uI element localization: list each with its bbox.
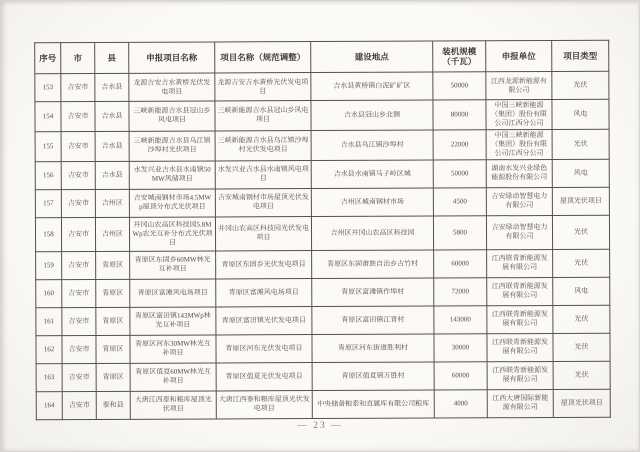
table-cell: 中央储备粮泰和直属库有限公司粮库 xyxy=(312,390,434,419)
table-cell: 50000 xyxy=(433,72,486,100)
table-row xyxy=(35,99,609,131)
table-cell: 163 xyxy=(36,363,62,391)
table-cell: 60000 xyxy=(434,361,487,389)
table-row xyxy=(36,389,610,420)
table-header-cell: 项目类型 xyxy=(552,40,609,71)
table-header-cell: 申报项目名称 xyxy=(129,42,215,73)
table-header-cell: 装机规模（千瓦） xyxy=(433,41,486,72)
table-cell: 水发兴业吉水县水南镇风电项目 xyxy=(215,160,311,188)
table-cell: 155 xyxy=(35,131,61,161)
table-cell: 吉水县 xyxy=(95,161,129,189)
table-header xyxy=(35,40,609,74)
table-cell: 泰和县 xyxy=(96,391,130,419)
table-cell: 江西联青新能源发展有限公司 xyxy=(487,277,553,305)
table-cell: 光伏 xyxy=(552,129,609,159)
table-cell: 吉水县黄桥镇白泥矿矿区 xyxy=(311,72,433,101)
table-cell: 江西联青新能源发展有限公司 xyxy=(487,333,553,361)
page-number: — 23 — xyxy=(297,421,343,431)
table-cell: 青原区河东30MW林光互补项目 xyxy=(130,335,216,363)
table-header-cell: 县 xyxy=(95,42,129,73)
table-cell: 吉安市 xyxy=(62,363,96,391)
table-row xyxy=(35,159,609,190)
table-cell: 光伏 xyxy=(553,305,610,333)
table-cell: 吉安市 xyxy=(62,279,96,307)
table-cell: 吉安市 xyxy=(61,189,95,217)
table-cell: 156 xyxy=(35,161,61,189)
table-cell: 4000 xyxy=(434,389,487,417)
table-cell: 大唐江西泰和粮库屋顶光伏发电项目 xyxy=(216,390,312,418)
table-cell: 青原区 xyxy=(96,335,130,363)
table-cell: 青原区富田镇光伏发电项目 xyxy=(216,306,312,334)
table-cell: 5800 xyxy=(433,216,486,250)
table-cell: 中国三峡新能源（集团）股份有限公司江西分公司 xyxy=(486,129,552,159)
table-cell: 吉安市 xyxy=(61,73,95,101)
table-cell: 青原区东固乡60MW林光互补项目 xyxy=(130,251,216,279)
table-cell: 青原区值夏60MW林光互补项目 xyxy=(130,363,216,391)
table-row xyxy=(36,333,610,364)
table-cell: 青原区 xyxy=(96,279,130,307)
project-table xyxy=(34,40,611,420)
table-row xyxy=(36,361,610,392)
table-cell: 153 xyxy=(35,74,61,102)
table-row xyxy=(35,71,609,102)
project-table-container xyxy=(34,40,610,420)
table-cell: 龙源吉安吉水黄桥光伏发电项目 xyxy=(215,73,311,101)
table-cell: 158 xyxy=(35,217,61,251)
table-cell: 青原区富田镇江背村 xyxy=(312,306,434,335)
table-cell: 青原区富田镇143MWp林光互补项目 xyxy=(130,307,216,335)
table-cell: 青原区 xyxy=(96,307,130,335)
table-cell: 吉安市 xyxy=(62,307,96,335)
table-cell: 青原区值夏镇万胜村 xyxy=(312,362,434,391)
table-cell: 160 xyxy=(36,279,62,307)
table-cell: 青原区富滩镇作埠村 xyxy=(312,278,434,307)
table-cell: 吉水县 xyxy=(95,73,129,101)
table-cell: 162 xyxy=(36,335,62,363)
table-cell: 三峡新能源吉水县乌江镇沙埠村光伏发电项目 xyxy=(215,130,311,160)
table-row xyxy=(36,249,610,280)
table-cell: 中国三峡新能源（集团）股份有限公司江西分公司 xyxy=(486,99,552,129)
table-cell: 江西联青新能源发展有限公司 xyxy=(487,361,553,389)
table-cell: 吉安市 xyxy=(61,161,95,189)
table-row xyxy=(35,215,609,252)
table-cell: 80000 xyxy=(433,100,486,130)
table-header-row xyxy=(35,40,609,74)
table-cell: 青原区东固乡光伏发电项目 xyxy=(216,250,312,278)
table-cell: 江西龙源新能源有限公司 xyxy=(486,71,552,99)
table-header-cell: 项目名称（规范调整） xyxy=(215,42,311,73)
table-cell: 水发兴业吉水县水南镇50MW风储项目 xyxy=(129,161,215,189)
table-cell: 三峡新能源吉水县乌江镇沙埠村光伏项目 xyxy=(129,131,215,161)
table-cell: 143000 xyxy=(434,306,487,334)
table-cell: 吉水县冠山乡北侧 xyxy=(311,100,433,130)
table-cell: 光伏 xyxy=(552,71,609,99)
table-cell: 光伏 xyxy=(552,215,609,249)
table-cell: 青原区河东光伏发电项目 xyxy=(216,334,312,362)
table-row xyxy=(35,187,609,218)
table-cell: 吉水县 xyxy=(95,101,129,131)
table-cell: 154 xyxy=(35,102,61,132)
table-cell: 屋顶光伏项目 xyxy=(553,389,610,417)
table-cell: 青原区值夏光伏发电项目 xyxy=(216,362,312,390)
table-cell: 22000 xyxy=(433,130,486,160)
table-cell: 青原区 xyxy=(96,363,130,391)
table-cell: 风电 xyxy=(552,99,609,129)
table-cell: 吉水县乌江镇沙埠村 xyxy=(311,130,433,160)
table-cell: 吉安市 xyxy=(62,335,96,363)
table-cell: 吉安市 xyxy=(61,101,95,131)
table-cell: 三峡新能源吉水县冠山乡风电项目 xyxy=(129,101,215,131)
table-cell: 吉州区 xyxy=(95,189,129,217)
table-cell: 龙源吉安吉水黄桥光伏发电项目 xyxy=(129,73,215,101)
table-cell: 风电 xyxy=(552,159,609,187)
table-cell: 吉安城南钢材市场屋顶光伏发电项目 xyxy=(215,188,311,216)
table-row xyxy=(36,305,610,336)
table-cell: 江西联青新能源发展有限公司 xyxy=(487,305,553,333)
table-cell: 吉安市 xyxy=(62,391,96,419)
table-cell: 光伏 xyxy=(553,249,610,277)
table-cell: 吉水县 xyxy=(95,131,129,161)
table-cell: 吉安市 xyxy=(61,131,95,161)
table-header-cell: 建设地点 xyxy=(311,41,433,73)
table-cell: 青原区东固畲族自治乡古竹村 xyxy=(312,250,434,279)
table-cell: 161 xyxy=(36,307,62,335)
table-cell: 吉安市 xyxy=(61,217,95,251)
table-cell: 青原区河东街道胜利村 xyxy=(312,334,434,363)
table-cell: 光伏 xyxy=(553,361,610,389)
table-cell: 屋顶光伏项目 xyxy=(552,187,609,215)
table-cell: 三峡新能源吉水县冠山乡风电项目 xyxy=(215,101,311,131)
table-cell: 吉州区 xyxy=(95,217,129,251)
table-cell: 4500 xyxy=(433,188,486,216)
table-cell: 风电 xyxy=(553,277,610,305)
table-cell: 吉安市 xyxy=(62,251,96,279)
table-cell: 江西联青新能源发展有限公司 xyxy=(487,249,553,277)
table-cell: 青原区富滩风电场项目 xyxy=(216,278,312,306)
table-cell: 吉州区井冈山农高区科技园 xyxy=(311,216,433,251)
table-cell: 30000 xyxy=(434,334,487,362)
table-header-cell: 序号 xyxy=(35,43,61,74)
table-cell: 井冈山农高区科技园5.8MWp农光互补分布式光伏项目 xyxy=(129,217,215,251)
table-row xyxy=(36,277,610,308)
table-cell: 江西大唐国际新能源有限公司 xyxy=(487,389,553,417)
table-cell: 吉安绿动智慧电力有限公司 xyxy=(486,215,552,249)
table-cell: 吉安绿动智慧电力有限公司 xyxy=(486,187,552,215)
table-cell: 光伏 xyxy=(553,333,610,361)
table-cell: 湖南水发兴业绿色能源股份有限公司 xyxy=(486,159,552,187)
table-header-cell: 市 xyxy=(61,42,95,73)
table-body xyxy=(35,71,611,419)
table-cell: 157 xyxy=(35,189,61,217)
table-cell: 72000 xyxy=(434,278,487,306)
table-cell: 吉安城南钢材市场4.5MWp屋顶分布式光伏项目 xyxy=(129,189,215,217)
table-cell: 60000 xyxy=(434,250,487,278)
table-cell: 吉州区城南钢材市场 xyxy=(311,188,433,217)
table-cell: 吉水县水南镇马子岭区域 xyxy=(311,160,433,189)
table-header-cell: 申报单位 xyxy=(486,40,552,71)
table-cell: 159 xyxy=(36,251,62,279)
table-cell: 164 xyxy=(36,391,62,419)
table-cell: 青原区富滩风电场项目 xyxy=(130,279,216,307)
table-cell: 青原区 xyxy=(96,251,130,279)
table-cell: 50000 xyxy=(433,160,486,188)
table-cell: 井冈山农高区科技园光伏发电项目 xyxy=(215,216,311,250)
table-cell: 大唐江西泰和粮库屋顶光伏项目 xyxy=(130,391,216,419)
table-row xyxy=(35,129,609,161)
